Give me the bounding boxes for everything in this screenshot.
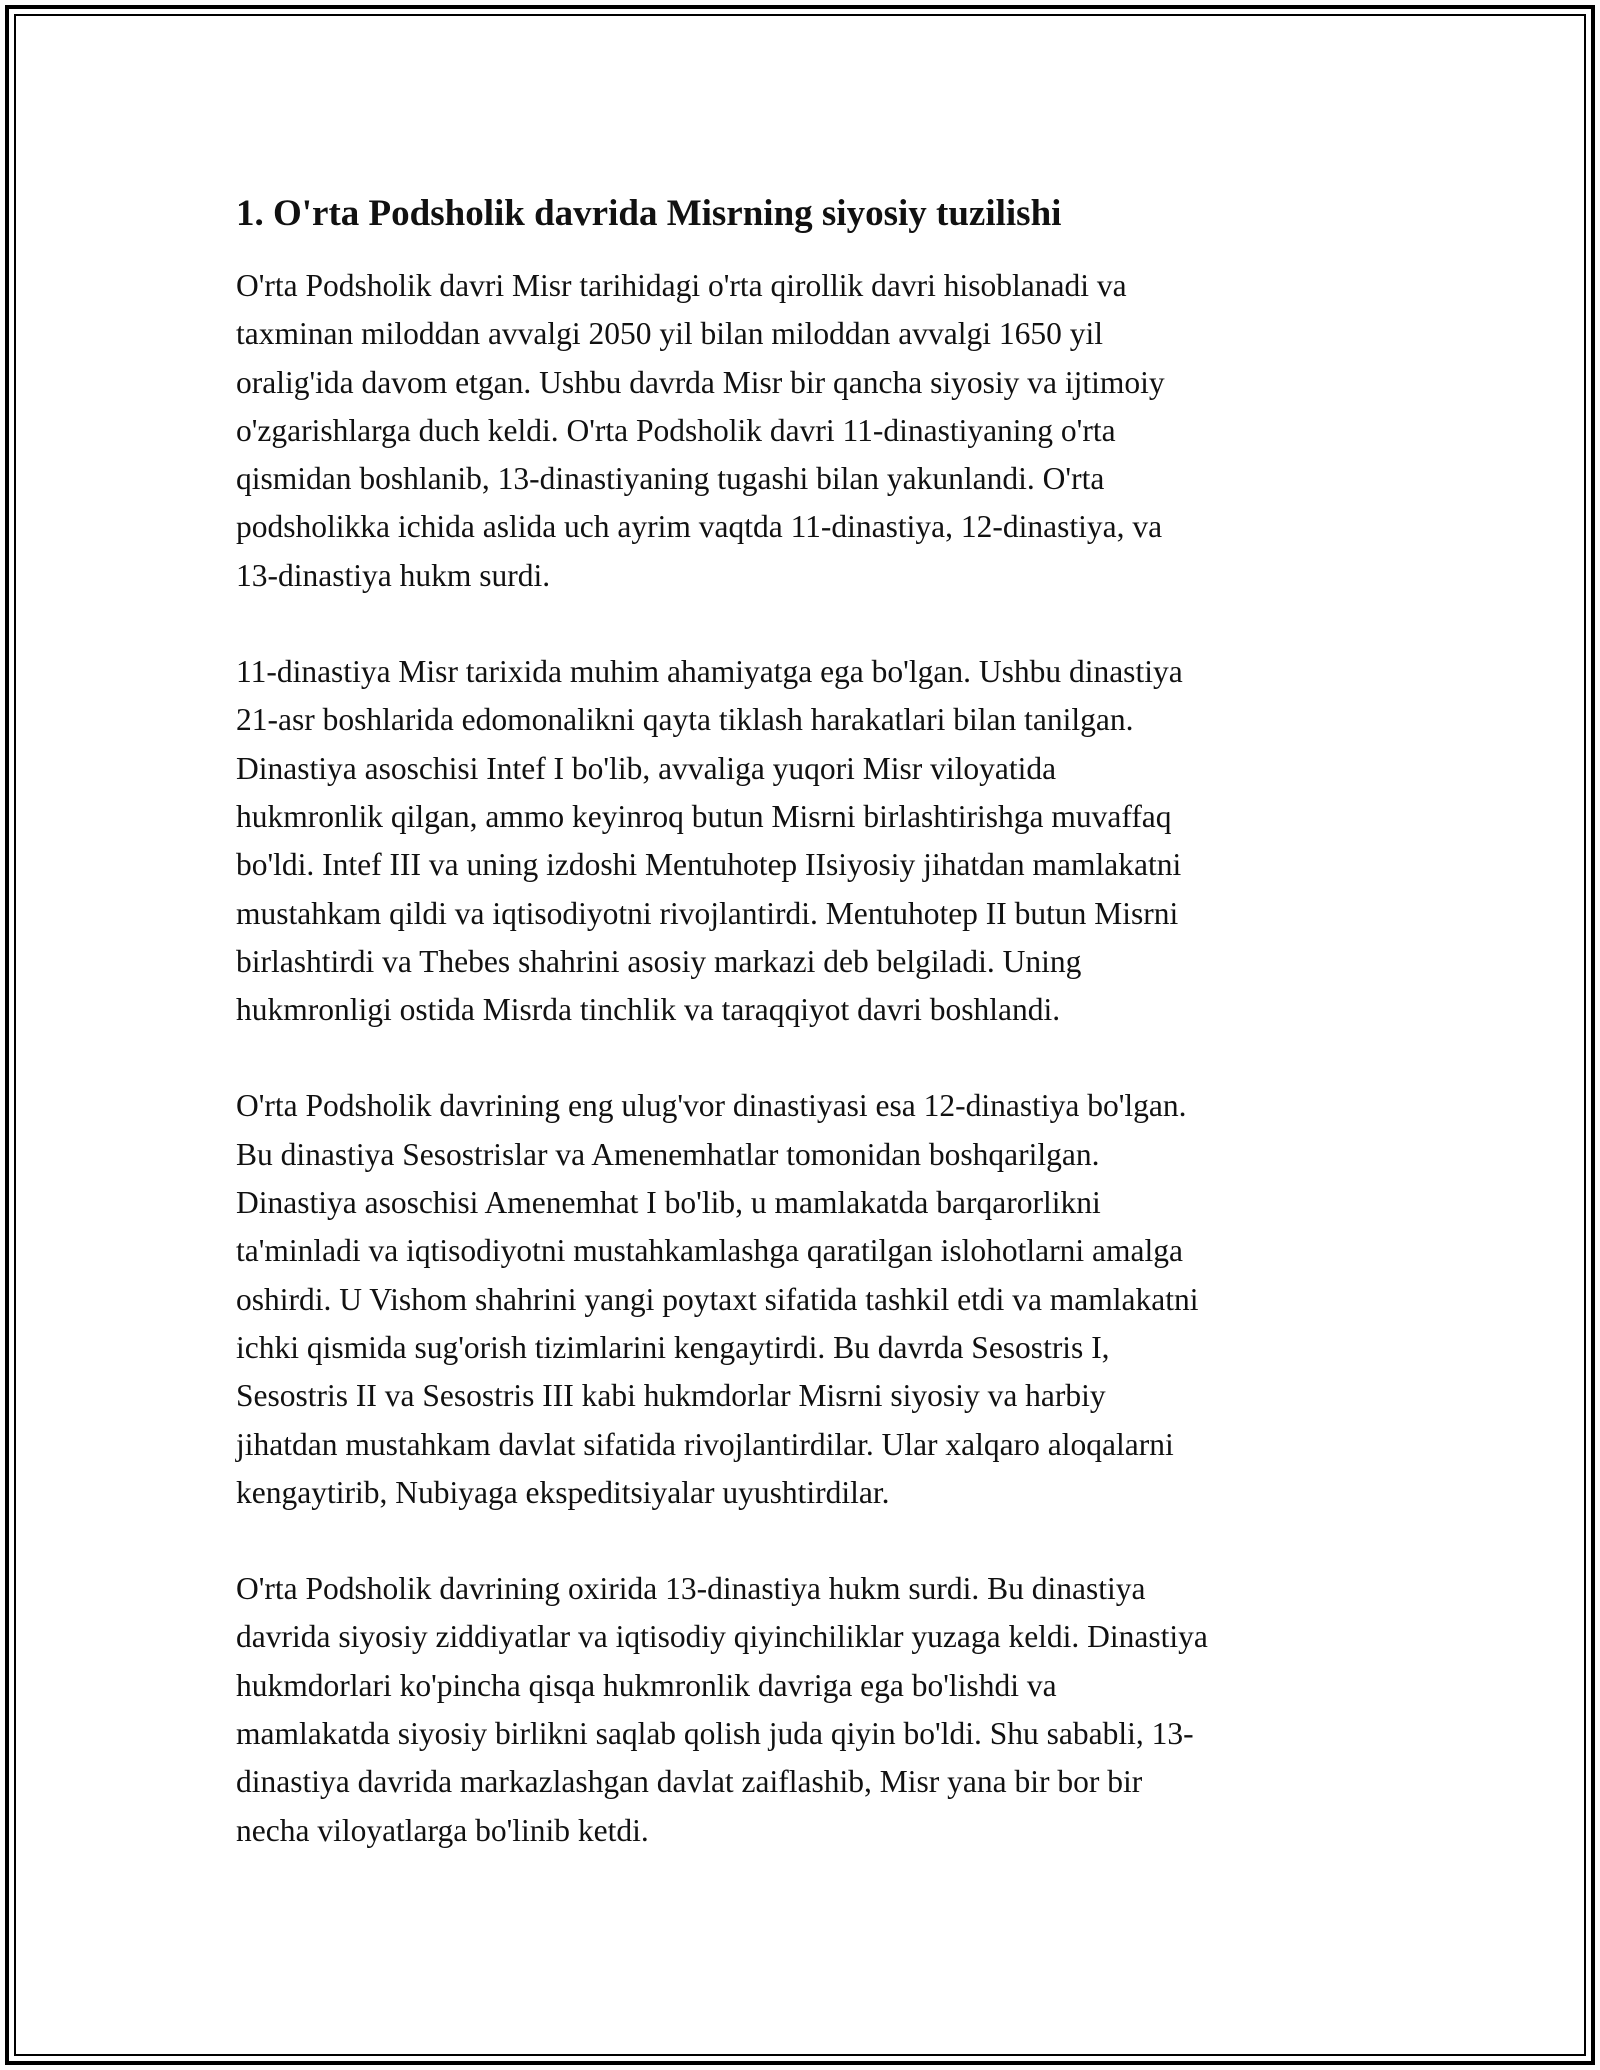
paragraph-3: O'rta Podsholik davrining eng ulug'vor dinastiyasi esa 12-dinastiya bo'lgan. Bu dinastiya Sesostrislar va Amenemhatlar tomonidan boshqarilgan. Dinastiya asoschisi Amenemhat I bo'lib, u mamlakatda barqarorlikni ta'minladi va iqtisodiyotni mustahkamlashga qaratilgan islohotlarni amalga oshirdi. U Vishom shahrini yangi poytaxt sifatida tashkil etdi va mamlakatni ichki qismida sug'orish tizimlarini kengaytirdi. Bu davrda Sesostris I, Sesostris II va Sesostris III kabi hukmdorlar Misrni siyosiy va harbiy jihatdan mustahkam davlat sifatida rivojlantirdilar. Ular xalqaro aloqalarni kengaytirib, Nubiyaga ekspeditsiyalar uyushtirdilar. <box>236 1088 1199 1510</box>
paragraph-1: O'rta Podsholik davri Misr tarihidagi o'rta qirollik davri hisoblanadi va taxminan miloddan avvalgi 2050 yil bilan miloddan avvalgi 1650 yil oralig'ida davom etgan. Ushbu davrda Misr bir qancha siyosiy va ijtimoiy o'zgarishlarga duch keldi. O'rta Podsholik davri 11-dinastiyaning o'rta qismidan boshlanib, 13-dinastiyaning tugashi bilan yakunlandi. O'rta podsholikka ichida aslida uch ayrim vaqtda 11-dinastiya, 12-dinastiya, va 13-dinastiya hukm surdi. <box>236 268 1165 593</box>
paragraph-4: O'rta Podsholik davrining oxirida 13-dinastiya hukm surdi. Bu dinastiya davrida siyosiy ziddiyatlar va iqtisodiy qiyinchiliklar yuzaga keldi. Dinastiya hukmdorlari ko'pincha qisqa hukmronlik davriga ega bo'lishdi va mamlakatda siyosiy birlikni saqlab qolish juda qiyin bo'ldi. Shu sababli, 13- dinastiya davrida markazlashgan davlat zaiflashib, Misr yana bir bor bir necha viloyatlarga bo'linib ketdi. <box>236 1571 1208 1848</box>
document-body <box>236 188 1376 1903</box>
section-heading: 1. O'rta Podsholik davrida Misrning siyosiy tuzilishi <box>236 193 1062 234</box>
paragraph-2: 11-dinastiya Misr tarixida muhim ahamiyatga ega bo'lgan. Ushbu dinastiya 21-asr boshlarida edomonalikni qayta tiklash harakatlari bilan tanilgan. Dinastiya asoschisi Intef I bo'lib, avvaliga yuqori Misr viloyatida hukmronlik qilgan, ammo keyinroq butun Misrni birlashtirishga muvaffaq bo'ldi. Intef III va uning izdoshi Mentuhotep IIsiyosiy jihatdan mamlakatni mustahkam qildi va iqtisodiyotni rivojlantirdi. Mentuhotep II butun Misrni birlashtirdi va Thebes shahrini asosiy markazi deb belgiladi. Uning hukmronligi ostida Misrda tinchlik va taraqqiyot davri boshlandi. <box>236 654 1183 1028</box>
